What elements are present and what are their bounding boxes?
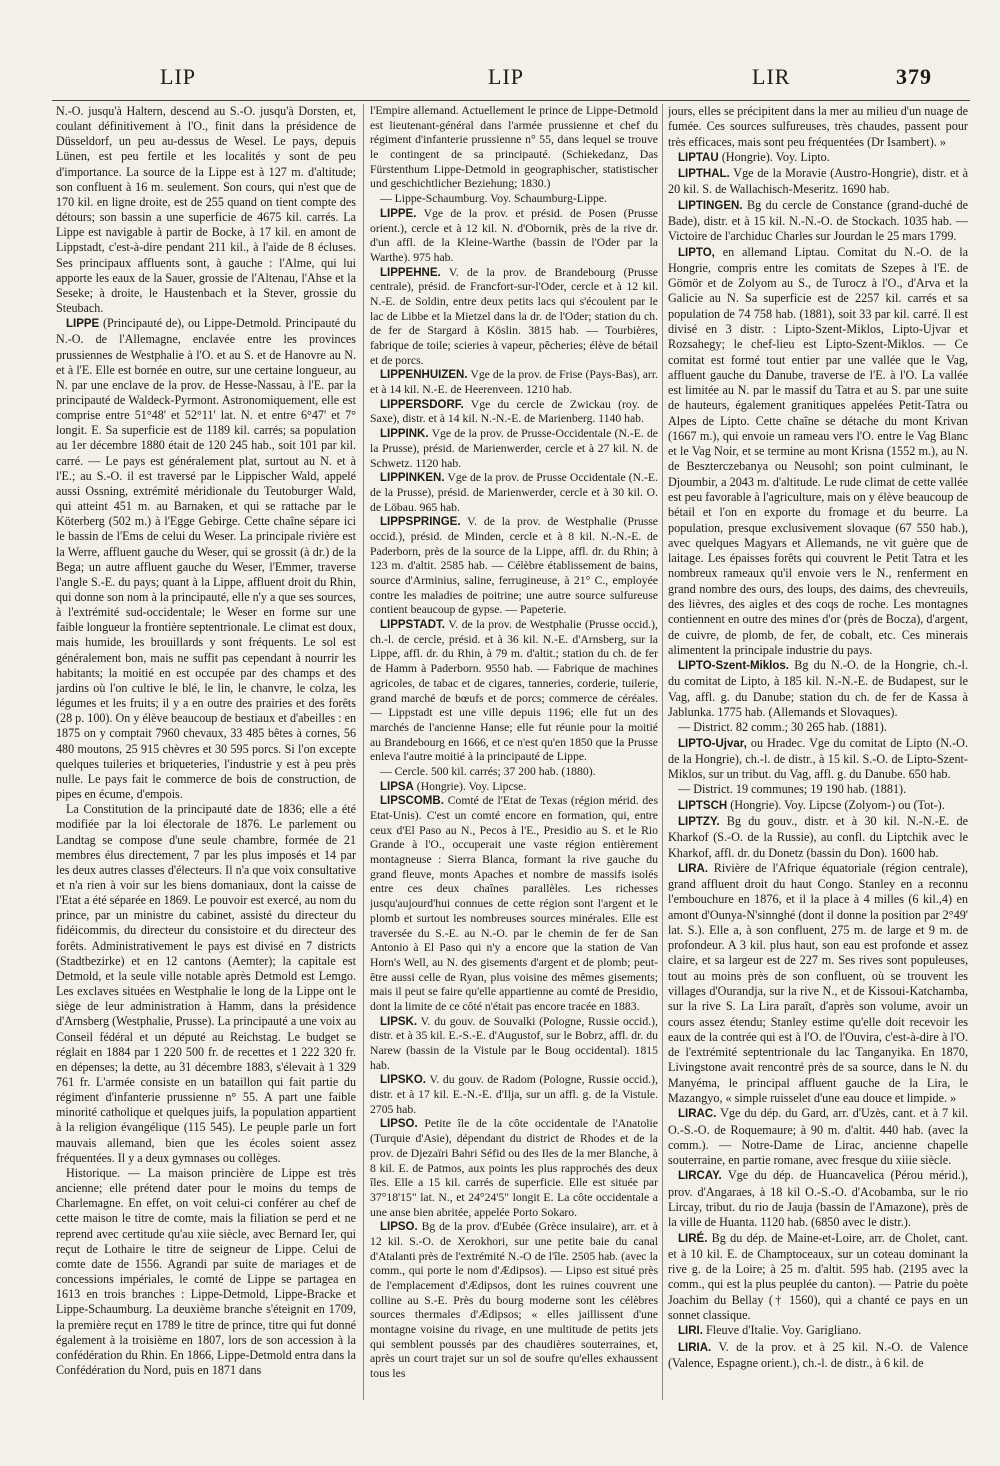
entry-headword: LIPPE bbox=[66, 318, 100, 331]
entry-text: (Hongrie). Voy. Lipcse. bbox=[416, 779, 527, 793]
dictionary-entry bbox=[668, 245, 968, 659]
entry-text: Vge du dép. de Huancavelica (Pérou mérid.), prov. d'Angaraes, à 18 kil O.-S.-O. d'Acobamba, sur le rio Lircay, tribut. du rio de Jauja (bassin de l'Amazone), près de la ville de Huanta. 1120 hab. (6850 avec le distr.). bbox=[668, 1168, 968, 1230]
dictionary-entry bbox=[370, 471, 658, 515]
dictionary-entry bbox=[370, 1117, 658, 1220]
dictionary-entry bbox=[668, 166, 968, 198]
entry-text: Vge du dép. du Gard, arr. d'Uzès, cant. et à 7 kil. O.-S.-O. de Roquemaure; à 90 m. d'altit. 440 hab. (avec la comm.). — Notre-Dame de Lirac, ancienne chapelle souterraine, en partie romane, avec fresque du xiiie siècle. bbox=[668, 1106, 968, 1168]
entry-text: Bg du cercle de Constance (grand-duché de Bade), distr. et à 15 kil. N.-N.-O. de Stockach. 1035 hab. — Victoire de l'archiduc Charles sur Jourdan le 25 mars 1799. bbox=[668, 197, 968, 244]
entry-headword: LIPTZY. bbox=[678, 815, 720, 828]
dictionary-entry bbox=[370, 618, 658, 765]
dictionary-entry bbox=[370, 1073, 658, 1117]
entry-headword: LIPPEHNE. bbox=[380, 266, 441, 279]
entry-text: V. du gouv. de Souvalki (Pologne, Russie occid.), distr. et à 35 kil. E.-S.-E. d'Augustof, sur le Bobrz, affl. dr. du Narew (bassin de la Vistule par le Boug occidental). 1815 hab. bbox=[370, 1014, 658, 1072]
text-column-2 bbox=[370, 104, 658, 1400]
entry-headword: LIRI. bbox=[678, 1325, 703, 1338]
entry-text: Vge de la prov. et présid. de Posen (Prusse orient.), cercle et à 12 kil. N. d'Obornik, près de la rive dr. d'un affl. de la Kleine-Warthe (bassin de l'Oder par la Warthe). 975 hab. bbox=[370, 206, 658, 264]
dictionary-entry bbox=[370, 794, 658, 1014]
dictionary-entry bbox=[370, 1220, 658, 1382]
entry-headword: LIPSO. bbox=[380, 1221, 418, 1234]
text-column-3 bbox=[668, 104, 968, 1400]
entry-headword: LIPPENHUIZEN. bbox=[380, 369, 468, 382]
entry-text: Bg de la prov. d'Eubée (Grèce insulaire), arr. et à 12 kil. S.-O. de Xerokhori, sur une petite baie du canal d'Atalanti près de l'extrémité N.-O de l'île. 2505 hab. (avec la comm., qui porte le nom d'Ædipsos). — Lipso est situé près de l'emplacement d'Ædipsos, dont les ruines couvrent une colline au S.-E. Près du bourg moderne sont les célèbres sources thermales d'Ædipsos; « elles jaillissent d'une montagne voisine du rivage, en une multitude de petits jets qui semblent poussés par des chaudières souterraines, et, après un court trajet sur un sol de soufre qu'elles exhaussent tous les bbox=[370, 1220, 658, 1381]
entry-headword: LIPTO-Szent-Miklos. bbox=[678, 660, 789, 673]
entry-text: en allemand Liptau. Comitat du N.-O. de la Hongrie, compris entre les comitats de Szepes à l'E. de Gömör et de Zolyom au S., de Turocz à l'O., d'Arva et la Galicie au N. Sa superficie est de 2257 kil. carrés et sa population de 74 758 hab. (1881), soit 33 par kil. carré. Il est divisé en 3 distr. : Lipto-Szent-Miklos, Lipto-Ujvar et Rozsahegy; le chef-lieu est Lipto-Szent-Miklos. — Ce comitat est formé tout entier par une vallée que le Vag, affluent gauche du Danube, traverse de l'E. à l'O. La vallée est limitée au N. par le massif du Tatra et au S. par une suite de hauteurs, également granitiques appelées Petit-Tatra ou Alpes de Lipto. Cette chaîne se détache du mont Krivan (1667 m.), qui envoie un rameau vers l'O. entre le Vag Blanc et le Vag Noir, et se termine au mont Krisna (1552 m.), au N. de Beszterczebanya ou Neusohl; son point culminant, le Djoumbir, a 2043 m. d'altitude. Le rude climat de cette vallée est peu favorable à l'agriculture, mais on y élève beaucoup de bétail et l'on en exporte du fromage et du beurre. La population, presque exclusivement slovaque (67 550 hab.), avec quelques Magyars et Allemands, ne vit guère que de laitage. Les épaisses forêts qui couvrent le Petit Tatra et les nombreux rameaux qu'il envoie vers le N., renferment en grand nombre des ours, des loups, des daims, des chevreuils, des lièvres, des aigles et des coqs de roche. Les montagnes contiennent en outre des mines d'or (près de Bocza), d'argent, de cuivre, de plomb, de fer, de cobalt, etc. Ces minerais alimentent la principale industrie du pays. bbox=[668, 244, 968, 657]
page-header bbox=[0, 64, 1000, 100]
entry-text: N.-O. jusqu'à Haltern, descend au S.-O. jusqu'à Dorsten, et, coulant définitivement à l'O., finit dans la présidence de Düsseldorf, un peu au-dessus de Wesel. Le pays, depuis Lünen, est peu fertile et les localités y sont de peu d'importance. La source de la Lippe est à 127 m. d'altitude; son confluent à 16 m. seulement. Son cours, qui n'est que de 170 kil. en ligne droite, est de 255 quand on tient compte des détours; son bassin a une superficie de 4675 kil. carrés. La Lippe est navigable à partir de Bocke, à 17 kil. en amont de Lippstadt, c'est-à-dire pendant 211 kil., à l'aide de 8 écluses. Ses principaux affluents sont, à gauche : l'Alme, qui lui apporte les eaux de la Sauer, grossie de l'Altenau, l'Ahse et la Seseke; à droite, le Haustenbach et la Stever, grossie du Steubach. bbox=[56, 104, 356, 316]
entry-text: Historique. — La maison princière de Lippe est très ancienne; elle prétend dater pour le moins du temps de Charlemagne. En effet, on voit celui-ci conférer au chef de cette maison le titre de comte, mais la filiation se perd et ne reprend avec certitude qu'au xiie siècle, avec Bernard Ier, qui reçut de Lothaire le titre de seigneur de Lippe. Celui de comte date de 1556. Agrandi par suite de mariages et de concessions impériales, le comté de Lippe se partagea en 1613 en trois branches : Lippe-Detmold, Lippe-Bracke et Lippe-Schaumburg. La deuxième branche s'éteignit en 1709, la première reçut en 1789 le titre de prince, titre qui fut donné également à la troisième en 1807, lors de son accession à la confédération du Rhin. En 1866, Lippe-Detmold entra dans la Confédération du Nord, puis en 1871 dans bbox=[56, 1165, 356, 1377]
dictionary-entry bbox=[668, 1323, 968, 1339]
entry-headword: LIPPSTADT. bbox=[380, 619, 445, 632]
entry-headword: LIPTO, bbox=[678, 246, 715, 259]
dictionary-entry bbox=[370, 427, 658, 471]
dictionary-entry bbox=[668, 861, 968, 1107]
dictionary-entry bbox=[370, 515, 658, 618]
entry-text: V. de la prov. et à 25 kil. N.-O. de Valence (Valence, Espagne orient.), ch.-l. de distr., à 6 kil. de bbox=[668, 1339, 968, 1370]
entry-text: V. de la prov. de Westphalie (Prusse occid.), présid. de Minden, cercle et à 8 kil. N.-N.-E. de Paderborn, près de la source de la Lippe, affl. dr. du Rhin; à 123 m. d'altit. 2585 hab. — Célèbre établissement de bains, source d'Arminius, saline, ferrugineuse, à 21° C., employée contre les maladies de poitrine; une autre source sulfureuse contient beaucoup de gypse. — Papeterie. bbox=[370, 515, 658, 617]
entry-text: jours, elles se précipitent dans la mer au milieu d'un nuage de fumée. Ces sources sulfureuses, très chaudes, passent pour très efficaces, mais sont peu fréquentées (Dr Isambert). » bbox=[668, 104, 968, 149]
entry-text: Bg du gouv., distr. et à 30 kil. N.-N.-E. de Kharkof (S.-O. de la Russie), au confl. du Liptchik avec le Kharkof, affl. dr. du Donetz (bassin du Don). 1600 hab. bbox=[668, 813, 968, 860]
column-divider bbox=[662, 104, 663, 1400]
dictionary-entry bbox=[668, 198, 968, 245]
dictionary-entry bbox=[56, 316, 356, 802]
entry-headword: LIPSA bbox=[380, 780, 414, 793]
entry-text: La Constitution de la principauté date de 1836; elle a été modifiée par la loi électorale de 1876. Le parlement ou Landtag se compose d'une seule chambre, formée de 21 membres élus directement, 7 par les plus imposés et 14 par les deux autres classes d'électeurs. Il n'a que voix consultative et n'a rien à voir sur les biens domaniaux, dont la caisse de l'Etat a été séparée en 1869. Le pouvoir est exercé, au nom du prince, par un ministre du cabinet, assisté du directeur du fidéicommis, du directeur du consistoire et du directeur des forêts. Administrativement le pays est divisé en 7 districts (Stadtbezirke) et en 12 cantons (Aemter); la capitale est Detmold, et la seule ville notable après Detmold est Lemgo. Les exclaves situées en Westphalie le long de la Lippe ont le siège de leur administration à Hamm, dans la présidence d'Arnsberg (Westphalie, Prusse). La principauté a une voix au Conseil fédéral et un député au Reichstag. Le budget se réglait en 1884 par 1 220 500 fr. de recettes et 1 222 320 fr. en dépenses; la dette, au 31 décembre 1883, s'élevait à 1 329 761 fr. L'armée consiste en un bataillon qui fait partie du régiment d'infanterie prussienne n° 55. A part une faible minorité catholique et quelques juifs, la population appartient à la religion évangélique (115 545). Le peuple parle un fort mauvais allemand, bien que les écoles soient assez fréquentées. Il y a deux gymnases ou collèges. bbox=[56, 802, 356, 1165]
dictionary-entry bbox=[668, 1231, 968, 1324]
entry-headword: LIPPSPRINGE. bbox=[380, 516, 461, 529]
entry-text: Petite île de la côte occidentale de l'Anatolie (Turquie d'Asie), dépendant du district de Rhodes et de la prov. de Djezaïri Bahri Séfid ou des Iles de la mer Blanche, à 8 kil. E. de Patmos, aux points les plus rapprochés des deux îles. Elle a 15 kil. carrés de superficie. Elle est située par 37°18'15" lat. N., et 24°24'5" longit E. La côte occidentale a une anse bien abritée, appelée Porto Sokaro. bbox=[370, 1117, 658, 1219]
text-column-1 bbox=[56, 104, 356, 1400]
entry-text: — Lippe-Schaumburg. Voy. Schaumburg-Lippe. bbox=[380, 192, 607, 206]
entry-text: V. de la prov. de Brandebourg (Prusse centrale), présid. de Francfort-sur-l'Oder, cercle et à 12 kil. N.-E. de Soldin, entre deux petits lacs qui s'écoulent par le lac de Libbe et la Mietzel dans la dr. de l'Oder; station du ch. de fer de Stargard à Köslin. 3815 hab. — Tourbières, fabrique de toile; scieries à vapeur, pêcheries; élève de bétail et de porcs. bbox=[370, 265, 658, 367]
entry-text: Comté de l'Etat de Texas (région mérid. des Etat-Unis). C'est un comté encore en formation, qui, entre ceux d'El Paso au N., Pecos à l'E., Presidio au S. et le Rio Grande à l'O., occuperait une vaste région entièrement montagneuse : Sierra Blanca, formant la rive gauche du grand fleuve, monts Apaches et nombre de massifs isolés entre ces deux chaînes parallèles. Les richesses jusqu'aujourd'hui connues de cette région sont l'argent et le plomb et surtout les nombreuses sources minérales. Elle est traversée du S.-E. au N.-O. par le chemin de fer de San Antonio à El Paso qui n'y a encore que la station de Van Horn's Well, au N. des gisements d'argent et de plomb; peut-être aussi celle de Ryan, plus voisine des mêmes gisements; mais il peut se faire qu'elle appartienne au comté de Presidio, dont la limite de ce côté n'était pas encore tracée en 1883. bbox=[370, 794, 658, 1013]
entry-headword: LIRIA. bbox=[678, 1341, 712, 1354]
entry-text: Bg du N.-O. de la Hongrie, ch.-l. du comitat de Lipto, à 185 kil. N.-N.-E. de Budapest, sur le Vag, affl. g. du Danube; station du ch. de fer de Kassa à Jablunka. 1775 hab. (Allemands et Slovaques). bbox=[668, 658, 968, 719]
entry-text: Vge de la prov. de Prusse Occidentale (N.-E. de la Prusse), présid. de Marienwerder, cercle et à 30 kil. O. de Löbau. 965 hab. bbox=[370, 471, 658, 514]
page-number: 379 bbox=[896, 64, 932, 89]
dictionary-entry bbox=[668, 104, 968, 150]
dictionary-entry bbox=[668, 798, 968, 814]
entry-headword: LIPPINK. bbox=[380, 428, 429, 441]
dictionary-entry bbox=[370, 1015, 658, 1074]
entry-text: Rivière de l'Afrique équatoriale (région centrale), grand affluent droit du haut Congo. Stanley en a reconnu l'embouchure en 1876, et il la place à 4 milles (6 kil.,4) en amont d'Ounya-N'sinnghé (dont il donne la position par 2°49' lat. S.). Elle a, à son confluent, 275 m. de large et 9 m. de profondeur. A 3 kil. plus haut, son eau est profonde et assez claire, et sa largeur est de 227 m. Ses rives sont populeuses, tout au moins près de son confluent, où se trouvent les villages d'Ourandja, sur la rive N., et de Kissoui-Katchamba, sur la rive S. La Lira paraît, d'après son volume, avoir un cours assez étendu; Stanley estime qu'elle doit recevoir les eaux de la contrée qui est à l'O. de l'Ouvira, c'est-à-dire à l'O. de l'extrémité septentrionale du lac Tanganyika. En 1870, Livingstone avait rencontré près de sa source, dans le N. du Manyéma, le principal affluent gauche de la Lira, le Mazangyo, « simple ruisselet d'une eau douce et limpide. » bbox=[668, 860, 968, 1105]
dictionary-entry bbox=[668, 736, 968, 783]
entry-headword: LIPPINKEN. bbox=[380, 472, 445, 485]
entry-text: (Hongrie). Voy. Lipto. bbox=[721, 149, 830, 164]
entry-text: (Hongrie). Voy. Lipcse (Zolyom-) ou (Tot-). bbox=[730, 797, 945, 812]
column-divider bbox=[363, 104, 364, 1400]
dictionary-entry bbox=[370, 398, 658, 427]
running-head-center: LIP bbox=[488, 64, 524, 89]
entry-headword: LIPSO. bbox=[380, 1118, 418, 1131]
dictionary-entry bbox=[668, 658, 968, 720]
dictionary-entry bbox=[370, 780, 658, 795]
dictionary-entry bbox=[370, 765, 658, 780]
dictionary-entry bbox=[370, 368, 658, 397]
dictionary-entry bbox=[56, 1166, 356, 1378]
dictionary-entry bbox=[56, 802, 356, 1166]
entry-headword: LIPSKO. bbox=[380, 1074, 427, 1087]
entry-text: Vge de la Moravie (Austro-Hongrie), distr. et à 20 kil. S. de Wallachisch-Meseritz. 1690 hab. bbox=[668, 166, 968, 197]
entry-headword: LIPTAU bbox=[678, 151, 719, 164]
entry-text: Vge de la prov. de Frise (Pays-Bas), arr. et à 14 kil. N.-E. de Heerenveen. 1210 hab. bbox=[370, 368, 658, 397]
entry-text: l'Empire allemand. Actuellement le prince de Lippe-Detmold est lieutenant-général dans l'armée prussienne et chef du régiment d'infanterie prussienne n° 55, dans lequel se trouve le contingent de sa principauté. (Schiekedanz, Das Fürstenthum Lippe-Detmold in geographischer, statistischer und geschichtlicher Beziehung; 1830.) bbox=[370, 104, 658, 191]
dictionary-entry bbox=[668, 1340, 968, 1372]
entry-headword: LIRAC. bbox=[678, 1108, 717, 1121]
entry-headword: LIPSK. bbox=[380, 1015, 418, 1028]
entry-text: ou Hradec. Vge du comitat de Lipto (N.-O. de la Hongrie), ch.-l. de distr., à 15 kil. S.-O. de Lipto-Szent-Miklos, sur un tribut. du Vag, affl. g. du Danube. 650 hab. bbox=[668, 735, 968, 782]
dictionary-entry bbox=[668, 1106, 968, 1168]
entry-headword: LIRÉ. bbox=[678, 1232, 708, 1245]
entry-headword: LIPTHAL. bbox=[678, 168, 730, 181]
dictionary-entry bbox=[668, 720, 968, 735]
entry-headword: LIPPE. bbox=[380, 207, 417, 220]
entry-text: Bg du dép. de Maine-et-Loire, arr. de Cholet, cant. et à 10 kil. E. de Champtoceaux, sur un coteau dominant la rive g. de la Loire; à 25 m. d'altit. 595 hab. (2195 avec la comm., qui est la plus peuplée du canton). — Patrie du poète Joachim du Bellay († 1560), qui a chanté ce pays en un sonnet classique. bbox=[668, 1230, 968, 1322]
dictionary-entry bbox=[668, 814, 968, 861]
entry-text: Fleuve d'Italie. Voy. Garigliano. bbox=[705, 1323, 862, 1338]
dictionary-entry bbox=[370, 266, 658, 369]
dictionary-entry bbox=[56, 104, 356, 316]
entry-headword: LIPTO-Ujvar, bbox=[678, 737, 747, 750]
entry-text: — District. 82 comm.; 30 265 hab. (1881). bbox=[678, 720, 887, 735]
dictionary-entry bbox=[370, 192, 658, 207]
entry-text: (Principauté de), ou Lippe-Detmold. Principauté du N.-O. de l'Allemagne, enclavée entre les provinces prussiennes de Westphalie à l'O. et au S. et de Hanovre au N. et à l'E. Elle est bornée en outre, sur une certaine longueur, au N. par une enclave de la prov. de Hesse-Nassau, à l'E. par la principauté de Waldeck-Pyrmont. Astronomiquement, elle est comprise entre 51°48' et 52°11' lat. N. et entre 6°47' et 7° longit. E. Sa superficie est de 1189 kil. carrés; sa population au 1er décembre 1880 était de 120 245 hab., soit 101 par kil. carré. — Le pays est généralement plat, surtout au N. et à l'E.; au S.-O. il est traversé par le Lippischer Wald, appelé aussi Ossning, extrémité méridionale du Teutoburger Wald, qui atteint 451 m. au Barnaken, et qui se rattache par le Köterberg (502 m.) à l'Egge Gebirge. Cette chaîne sépare ici le bassin de l'Ems de celui du Weser. La principale rivière est la Werre, affluent gauche du Weser, qui se grossit (à dr.) de la Bega; un autre affluent gauche du Weser, l'Emmer, traverse l'angle S.-E. du pays; quant à la Lippe, affluent droit du Rhin, qui donne son nom à la principauté, elle n'y a que ses sources, à l'extrémité sud-occidentale; le Weser en forme sur une faible longueur la frontière septentrionale. Le climat est doux, mais humide, les brouillards y sont fréquents. Le sol est généralement bon, mais ne suffit pas cependant à nourrir les habitants; la moitié en est occupée par des champs et des jardins où l'on cultive le blé, le lin, le chanvre, le colza, les légumes et les fruits; il y a en outre des prairies et des forêts (28 p. 100). On y élève beaucoup de bestiaux et d'abeilles : en 1875 on y comptait 7960 chevaux, 33 485 bêtes à cornes, 56 480 moutons, 25 915 chèvres et 30 595 porcs. Si l'on excepte quelques tuileries et briqueteries, l'industrie y est à peu près nulle. Le pays fait le commerce de bois de construction, de pipes en écume, d'empois. bbox=[56, 316, 356, 802]
entry-text: Vge de la prov. de Prusse-Occidentale (N.-E. de la Prusse), présid. de Marienwerder, cercle et à 27 kil. N. de Schwetz. 1120 hab. bbox=[370, 427, 658, 470]
entry-headword: LIPPERSDORF. bbox=[380, 398, 464, 411]
running-head-left: LIP bbox=[160, 64, 196, 89]
entry-text: V. du gouv. de Radom (Pologne, Russie occid.), distr. et à 17 kil. E.-N.-E. d'Ilja, sur un affl. g. de la Vistule. 2705 hab. bbox=[370, 1073, 658, 1116]
entry-headword: LIPSCOMB. bbox=[380, 795, 444, 808]
entry-text: — Cercle. 500 kil. carrés; 37 200 hab. (1880). bbox=[380, 764, 596, 778]
entry-headword: LIRA. bbox=[678, 862, 709, 875]
entry-text: Vge du cercle de Zwickau (roy. de Saxe), distr. et à 14 kil. N.-N.-E. de Marienberg. 1140 hab. bbox=[370, 397, 658, 426]
dictionary-entry bbox=[370, 207, 658, 266]
entry-headword: LIPTSCH bbox=[678, 799, 728, 812]
dictionary-entry bbox=[668, 782, 968, 797]
dictionary-entry bbox=[370, 104, 658, 192]
entry-headword: LIRCAY. bbox=[678, 1170, 722, 1183]
header-rule bbox=[52, 100, 970, 101]
entry-text: — District. 19 communes; 19 190 hab. (1881). bbox=[678, 782, 907, 797]
entry-text: V. de la prov. de Westphalie (Prusse occid.), ch.-l. de cercle, présid. et à 36 kil. N.-E. d'Arnsberg, sur la Lippe, affl. dr. du Rhin, à 79 m. d'altit.; station du ch. de fer de Hamm à Paderborn. 9550 hab. — Fabrique de machines agricoles, de tabac et de cigares, tanneries, corderie, tuilerie, grand marché de bœufs et de porcs; commerce de céréales. — Lippstadt est une ville depuis 1196; elle fut un des marchés de l'ancienne Hanse; elle fut réunie pour la moitié au Brandebourg en 1666, et ce n'est qu'en 1850 que la Prusse enleva l'autre moitié à la principauté de Lippe. bbox=[370, 618, 658, 764]
running-head-right: LIR bbox=[752, 64, 791, 89]
dictionary-entry bbox=[668, 150, 968, 166]
dictionary-entry bbox=[668, 1168, 968, 1230]
entry-headword: LIPTINGEN. bbox=[678, 199, 743, 212]
